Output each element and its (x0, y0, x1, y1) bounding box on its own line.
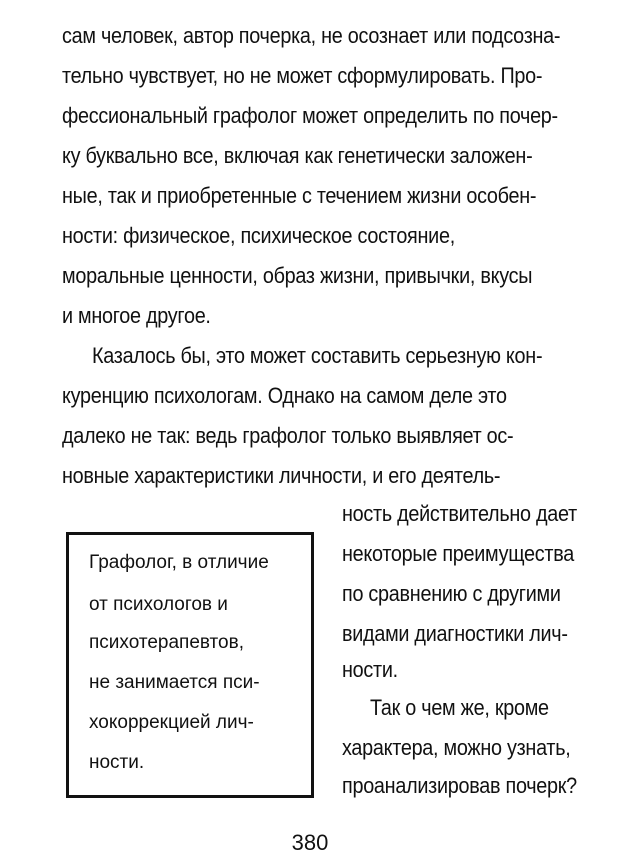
callout-line: психотерапевтов, (89, 632, 244, 653)
page-number: 380 (291, 830, 329, 855)
body-line: ку буквально все, включая как генетически заложен- (62, 143, 533, 168)
callout-line: ности. (89, 752, 145, 773)
body-line: ности. (342, 657, 398, 682)
body-line: фессиональный графолог может определить по почер- (62, 103, 558, 128)
body-line: характера, можно узнать, (342, 735, 571, 760)
body-line: некоторые преимущества (342, 541, 574, 566)
callout-line: от психологов и (89, 594, 228, 615)
body-line: Так о чем же, кроме (370, 695, 549, 720)
body-line: тельно чувствует, но не может сформулировать. Про- (62, 63, 543, 88)
callout-box (66, 532, 314, 798)
body-line: новные характеристики личности, и его деятель- (62, 463, 501, 488)
body-line: куренцию психологам. Однако на самом деле это (62, 383, 507, 408)
body-line: далеко не так: ведь графолог только выявляет ос- (62, 423, 514, 448)
body-line: проанализировав почерк? (342, 773, 577, 798)
body-line: ные, так и приобретенные с течением жизни особен- (62, 183, 537, 208)
callout-line: не занимается пси- (89, 672, 260, 693)
body-line: ность действительно дает (342, 501, 577, 526)
body-line: моральные ценности, образ жизни, привычки, вкусы (62, 263, 533, 288)
body-line: сам человек, автор почерка, не осознает или подсозна- (62, 23, 561, 48)
body-line: видами диагностики лич- (342, 621, 568, 646)
body-line: и многое другое. (62, 303, 211, 328)
callout-line: хокоррекцией лич- (89, 712, 254, 733)
body-line: по сравнению с другими (342, 581, 561, 606)
body-line: ности: физическое, психическое состояние, (62, 223, 455, 248)
callout-line: Графолог, в отличие (89, 552, 269, 573)
body-line: Казалось бы, это может составить серьезную кон- (92, 343, 543, 368)
